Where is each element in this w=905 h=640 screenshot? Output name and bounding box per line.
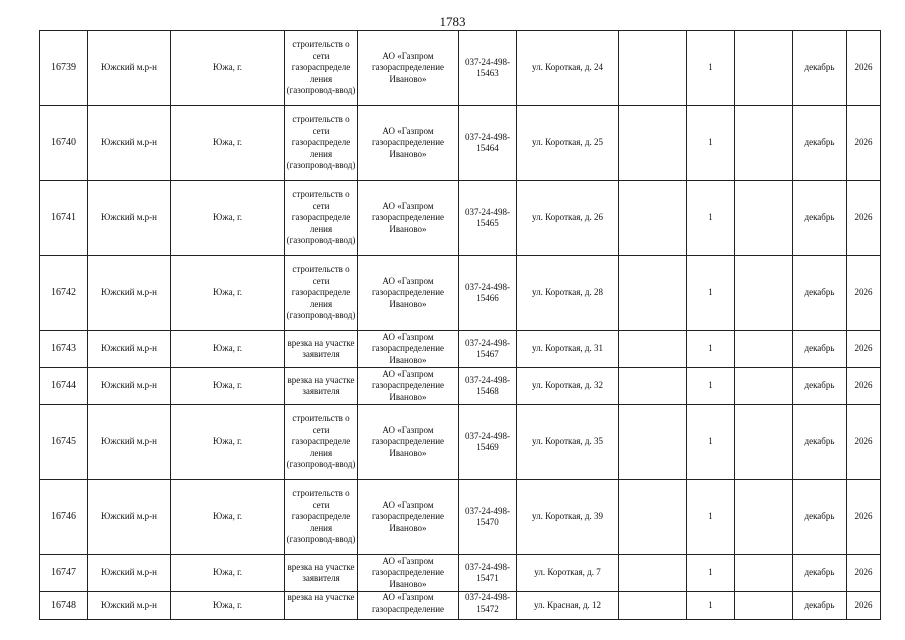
quantity-cell: 1 <box>687 555 735 592</box>
work-type-cell: строительств о сети газораспределе ления (газопровод-ввод) <box>285 106 358 181</box>
city-cell: Южа, г. <box>171 368 285 405</box>
address-cell: ул. Короткая, д. 24 <box>517 31 619 106</box>
city-cell: Южа, г. <box>171 480 285 555</box>
row-number-cell: 16743 <box>40 331 88 368</box>
page-number: 1783 <box>439 14 466 29</box>
row-number-cell: 16742 <box>40 256 88 331</box>
row-number-cell: 16745 <box>40 405 88 480</box>
year-cell: 2026 <box>847 331 881 368</box>
work-type-cell: строительств о сети газораспределе ления (газопровод-ввод) <box>285 256 358 331</box>
month-cell: декабрь <box>793 592 847 620</box>
district-cell: Южский м.р-н <box>88 256 171 331</box>
table-body <box>40 31 881 620</box>
row-number-cell: 16744 <box>40 368 88 405</box>
address-cell: ул. Короткая, д. 32 <box>517 368 619 405</box>
year-cell: 2026 <box>847 256 881 331</box>
application-code-cell: 037-24-498-15469 <box>459 405 517 480</box>
blank-cell <box>619 592 687 620</box>
address-cell: ул. Короткая, д. 35 <box>517 405 619 480</box>
district-cell: Южский м.р-н <box>88 31 171 106</box>
month-cell: декабрь <box>793 331 847 368</box>
quantity-cell: 1 <box>687 106 735 181</box>
register-table <box>39 30 880 620</box>
row-number-cell: 16748 <box>40 592 88 620</box>
blank-cell <box>735 555 793 592</box>
work-type-cell: врезка на участке <box>285 592 358 620</box>
year-cell: 2026 <box>847 368 881 405</box>
organization-cell: АО «Газпром газораспределение Иваново» <box>358 106 459 181</box>
month-cell: декабрь <box>793 405 847 480</box>
table-row <box>40 592 881 620</box>
blank-cell <box>735 368 793 405</box>
city-cell: Южа, г. <box>171 181 285 256</box>
month-cell: декабрь <box>793 106 847 181</box>
application-code-cell: 037-24-498-15467 <box>459 331 517 368</box>
application-code-cell: 037-24-498-15464 <box>459 106 517 181</box>
quantity-cell: 1 <box>687 405 735 480</box>
organization-cell: АО «Газпром газораспределение Иваново» <box>358 368 459 405</box>
city-cell: Южа, г. <box>171 555 285 592</box>
quantity-cell: 1 <box>687 181 735 256</box>
table-row <box>40 256 881 331</box>
address-cell: ул. Короткая, д. 39 <box>517 480 619 555</box>
organization-cell: АО «Газпром газораспределение Иваново» <box>358 256 459 331</box>
row-number-cell: 16739 <box>40 31 88 106</box>
organization-cell: АО «Газпром газораспределение Иваново» <box>358 181 459 256</box>
blank-cell <box>619 480 687 555</box>
work-type-cell: врезка на участке заявителя <box>285 368 358 405</box>
blank-cell <box>619 256 687 331</box>
table-row <box>40 368 881 405</box>
blank-cell <box>735 480 793 555</box>
application-code-cell: 037-24-498-15466 <box>459 256 517 331</box>
address-cell: ул. Короткая, д. 31 <box>517 331 619 368</box>
district-cell: Южский м.р-н <box>88 405 171 480</box>
organization-cell: АО «Газпром газораспределение Иваново» <box>358 405 459 480</box>
application-code-cell: 037-24-498-15463 <box>459 31 517 106</box>
organization-cell: АО «Газпром газораспределение Иваново» <box>358 331 459 368</box>
month-cell: декабрь <box>793 181 847 256</box>
application-code-cell: 037-24-498-15471 <box>459 555 517 592</box>
blank-cell <box>735 31 793 106</box>
quantity-cell: 1 <box>687 368 735 405</box>
year-cell: 2026 <box>847 181 881 256</box>
blank-cell <box>735 181 793 256</box>
work-type-cell: строительств о сети газораспределе ления (газопровод-ввод) <box>285 480 358 555</box>
year-cell: 2026 <box>847 555 881 592</box>
month-cell: декабрь <box>793 368 847 405</box>
blank-cell <box>619 405 687 480</box>
blank-cell <box>619 181 687 256</box>
district-cell: Южский м.р-н <box>88 368 171 405</box>
application-code-cell: 037-24-498-15470 <box>459 480 517 555</box>
district-cell: Южский м.р-н <box>88 106 171 181</box>
organization-cell: АО «Газпром газораспределение <box>358 592 459 620</box>
quantity-cell: 1 <box>687 480 735 555</box>
address-cell: ул. Короткая, д. 26 <box>517 181 619 256</box>
city-cell: Южа, г. <box>171 106 285 181</box>
city-cell: Южа, г. <box>171 405 285 480</box>
blank-cell <box>735 592 793 620</box>
blank-cell <box>619 368 687 405</box>
blank-cell <box>619 31 687 106</box>
row-number-cell: 16741 <box>40 181 88 256</box>
table-row <box>40 181 881 256</box>
row-number-cell: 16747 <box>40 555 88 592</box>
row-number-cell: 16746 <box>40 480 88 555</box>
year-cell: 2026 <box>847 106 881 181</box>
work-type-cell: строительств о сети газораспределе ления (газопровод-ввод) <box>285 181 358 256</box>
table-row <box>40 405 881 480</box>
city-cell: Южа, г. <box>171 31 285 106</box>
work-type-cell: врезка на участке заявителя <box>285 555 358 592</box>
blank-cell <box>735 256 793 331</box>
district-cell: Южский м.р-н <box>88 480 171 555</box>
city-cell: Южа, г. <box>171 592 285 620</box>
year-cell: 2026 <box>847 592 881 620</box>
blank-cell <box>619 331 687 368</box>
district-cell: Южский м.р-н <box>88 331 171 368</box>
year-cell: 2026 <box>847 31 881 106</box>
city-cell: Южа, г. <box>171 331 285 368</box>
quantity-cell: 1 <box>687 31 735 106</box>
blank-cell <box>735 405 793 480</box>
quantity-cell: 1 <box>687 592 735 620</box>
quantity-cell: 1 <box>687 331 735 368</box>
year-cell: 2026 <box>847 480 881 555</box>
application-code-cell: 037-24-498-15465 <box>459 181 517 256</box>
city-cell: Южа, г. <box>171 256 285 331</box>
blank-cell <box>619 555 687 592</box>
application-code-cell: 037-24-498-15468 <box>459 368 517 405</box>
address-cell: ул. Красная, д. 12 <box>517 592 619 620</box>
district-cell: Южский м.р-н <box>88 592 171 620</box>
blank-cell <box>735 331 793 368</box>
month-cell: декабрь <box>793 480 847 555</box>
address-cell: ул. Короткая, д. 25 <box>517 106 619 181</box>
blank-cell <box>619 106 687 181</box>
application-code-cell: 037-24-498-15472 <box>459 592 517 620</box>
blank-cell <box>735 106 793 181</box>
table-row <box>40 31 881 106</box>
table-row <box>40 480 881 555</box>
address-cell: ул. Короткая, д. 28 <box>517 256 619 331</box>
work-type-cell: строительств о сети газораспределе ления (газопровод-ввод) <box>285 31 358 106</box>
organization-cell: АО «Газпром газораспределение Иваново» <box>358 480 459 555</box>
organization-cell: АО «Газпром газораспределение Иваново» <box>358 31 459 106</box>
table-row <box>40 555 881 592</box>
row-number-cell: 16740 <box>40 106 88 181</box>
organization-cell: АО «Газпром газораспределение Иваново» <box>358 555 459 592</box>
district-cell: Южский м.р-н <box>88 555 171 592</box>
quantity-cell: 1 <box>687 256 735 331</box>
work-type-cell: врезка на участке заявителя <box>285 331 358 368</box>
work-type-cell: строительств о сети газораспределе ления (газопровод-ввод) <box>285 405 358 480</box>
month-cell: декабрь <box>793 256 847 331</box>
year-cell: 2026 <box>847 405 881 480</box>
address-cell: ул. Короткая, д. 7 <box>517 555 619 592</box>
month-cell: декабрь <box>793 555 847 592</box>
month-cell: декабрь <box>793 31 847 106</box>
district-cell: Южский м.р-н <box>88 181 171 256</box>
table-row <box>40 331 881 368</box>
table-row <box>40 106 881 181</box>
